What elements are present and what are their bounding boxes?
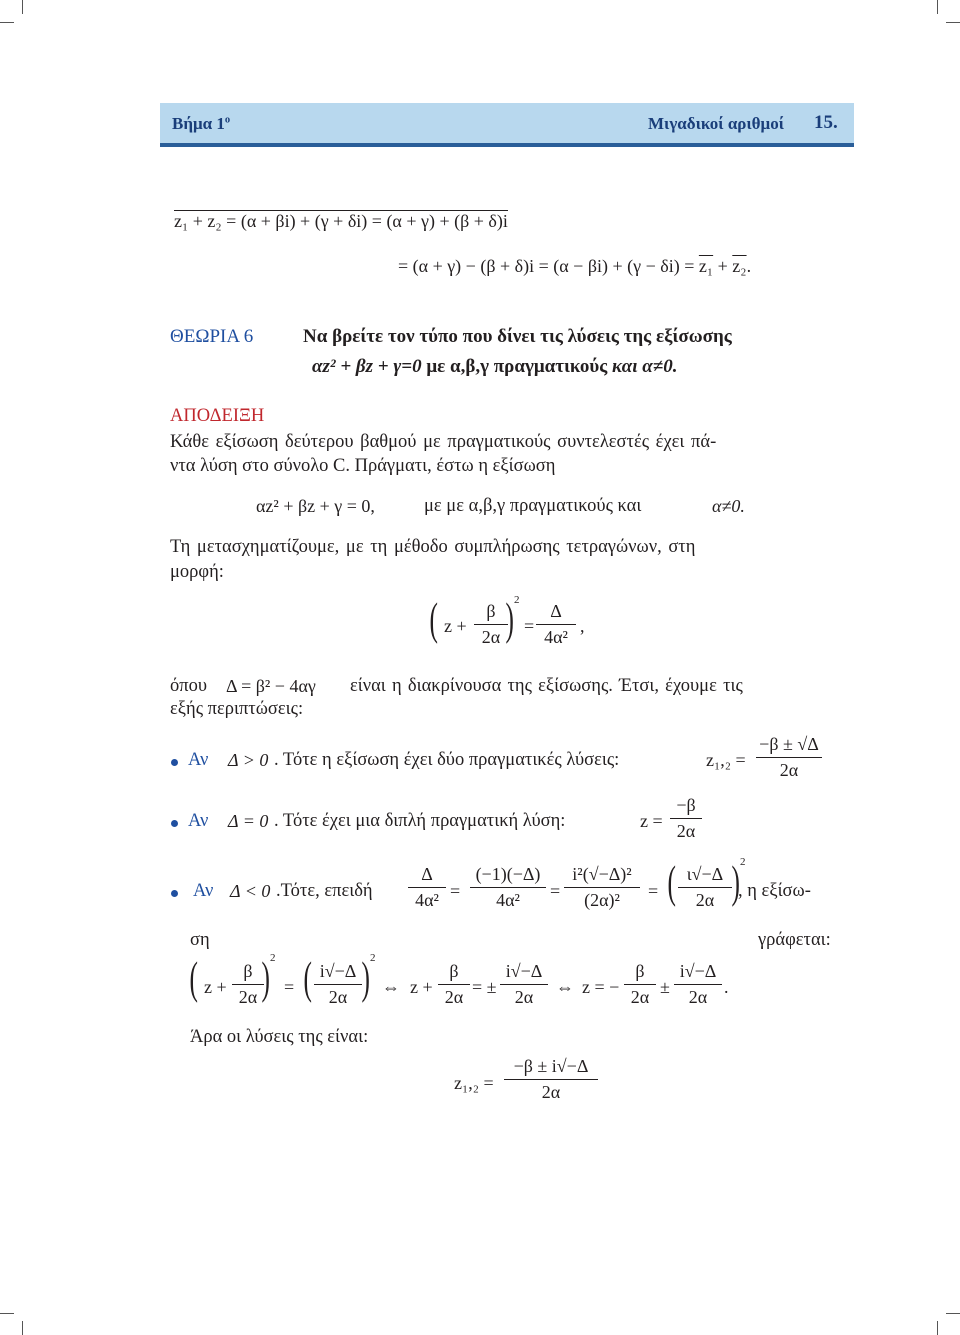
- final-frac-e: $\frac{\beta}{2\alpha}$: [624, 961, 656, 1008]
- right-paren: ): [505, 593, 514, 644]
- left-paren: (: [429, 593, 438, 644]
- theorem-label: ΘΕΩΡΙΑ 6: [170, 326, 254, 347]
- final-z: z +: [204, 977, 227, 997]
- case-lhs: z =: [640, 811, 663, 831]
- final-frac-b: $\frac{i√-\Delta}{2\alpha}$: [314, 961, 362, 1008]
- crop-mark: [937, 0, 938, 14]
- case3-fraction-2: $\frac{(-1)(-\Delta)}{\text{4α²}}$: [470, 864, 546, 911]
- conclusion-text: Άρα οι λύσεις της είναι:: [190, 1027, 369, 1047]
- theorem-statement-line2: αz² + βz + γ=0 με α,β,γ πραγματικούς και α≠0.: [312, 356, 678, 377]
- iff-arrow: ⇔: [556, 977, 574, 997]
- case3-line2-right: γράφεται:: [758, 930, 831, 950]
- conclusion-fraction: $\frac{-\beta \pm i√-\Delta}{2\alpha}$: [504, 1056, 598, 1103]
- crop-mark: [22, 0, 23, 14]
- case3-fraction-3: $\frac{\text{i²(√−Δ)²}}{\text{(2α)²}}$: [564, 864, 640, 911]
- final-dot: .: [724, 977, 729, 997]
- power: 2: [740, 856, 746, 868]
- discriminant-line2: εξής περιπτώσεις:: [170, 699, 304, 719]
- case3-line2-left: ση: [190, 930, 210, 950]
- case-if-label: Αν: [188, 811, 209, 831]
- case-solution-fraction: $\frac{-\beta}{2\alpha}$: [670, 795, 702, 842]
- case3-fraction-1: $\frac{\Delta}{\text{4α²}}$: [408, 864, 446, 911]
- left-paren: (: [667, 856, 676, 907]
- case3-tail: , η εξίσω-: [738, 881, 811, 901]
- final-equals: =: [284, 977, 295, 997]
- conclusion-lhs: z₁,₂ =: [454, 1073, 494, 1093]
- final-frac-a: $\frac{\beta}{2\alpha}$: [232, 961, 264, 1008]
- discriminant-line1-b: είναι η διακρίνουσα της εξίσωσης. Έτσι, έχουμε τις: [350, 676, 743, 696]
- quadratic-condition-nonzero: α≠0.: [712, 496, 745, 516]
- right-paren: ): [731, 856, 740, 907]
- bullet: [171, 759, 178, 766]
- transform-line1: Τη μετασχηματίζουμε, με τη μέθοδο συμπλήρωσης τετραγώνων, στη: [170, 537, 696, 557]
- conjugate-line-1: z₁ + z₂ = (α + βi) + (γ + δi) = (α + γ) + (β + δ)i: [174, 211, 508, 231]
- header-step: Βήμα $1^o$: [172, 114, 231, 133]
- case-if-label: Αν: [188, 750, 209, 770]
- square-fraction: $\frac{\beta}{2\alpha}$: [474, 601, 508, 648]
- final-z-eq: z = −: [582, 977, 620, 997]
- equals-sign: =: [450, 881, 461, 901]
- case-condition: Δ < 0: [230, 881, 271, 901]
- conjugate-line-2: = (α + γ) − (β + δ)i = (α − βi) + (γ − δi) = z₁ + z₂.: [398, 256, 752, 276]
- theorem-statement-line1: Να βρείτε τον τύπο που δίνει τις λύσεις της εξίσωσης: [303, 326, 732, 347]
- left-paren: (: [303, 952, 312, 1003]
- final-frac-c: $\frac{\beta}{2\alpha}$: [438, 961, 470, 1008]
- crop-mark: [0, 22, 14, 23]
- final-z: z +: [410, 977, 433, 997]
- case-condition: Δ = 0: [228, 811, 269, 831]
- final-plus-minus: ±: [660, 977, 670, 997]
- left-paren: (: [189, 952, 198, 1003]
- quadratic-equation: αz² + βz + γ = 0,: [256, 496, 375, 516]
- quadratic-conditions: με με α,β,γ πραγματικούς και: [424, 496, 642, 516]
- crop-mark: [946, 22, 960, 23]
- square-equals: =: [524, 616, 535, 636]
- equals-sign: =: [648, 881, 659, 901]
- discriminant-formula: Δ = β² − 4αγ: [226, 676, 316, 696]
- bullet: [171, 820, 178, 827]
- square-rhs-fraction: $\frac{\Delta}{\text{4α²}}$: [536, 601, 576, 648]
- proof-paragraph-line1: Κάθε εξίσωση δεύτερου βαθμού με πραγματικούς συντελεστές έχει πά-: [170, 432, 717, 452]
- power: 2: [370, 952, 376, 964]
- header-chapter: Μιγαδικοί αριθμοί: [648, 114, 784, 133]
- case-text: .Τότε, επειδή: [276, 881, 373, 901]
- transform-line2: μορφή:: [170, 562, 224, 582]
- equals-sign: =: [550, 881, 561, 901]
- final-plus-minus: = ±: [472, 977, 497, 997]
- proof-paragraph-line2: ντα λύση στο σύνολο C. Πράγματι, έστω η εξίσωση: [170, 456, 556, 476]
- final-frac-d: $\frac{i√-\Delta}{2\alpha}$: [500, 961, 548, 1008]
- crop-mark: [22, 1321, 23, 1335]
- square-power: 2: [514, 594, 520, 606]
- iff-arrow: ⇔: [382, 977, 400, 997]
- case-condition: Δ > 0: [228, 750, 269, 770]
- proof-title: ΑΠΟΔΕΙΞΗ: [170, 406, 265, 426]
- crop-mark: [937, 1321, 938, 1335]
- discriminant-line1-a: όπου: [170, 676, 207, 696]
- square-z: z +: [444, 616, 467, 636]
- crop-mark: [946, 1313, 960, 1314]
- page-number: 15.: [814, 112, 838, 133]
- power: 2: [270, 952, 276, 964]
- crop-mark: [0, 1313, 14, 1314]
- final-frac-f: $\frac{i√-\Delta}{2\alpha}$: [674, 961, 722, 1008]
- square-comma: ,: [580, 616, 585, 636]
- bullet: [171, 890, 178, 897]
- right-paren: ): [361, 952, 370, 1003]
- right-paren: ): [261, 952, 270, 1003]
- case-text: . Τότε η εξίσωση έχει δύο πραγματικές λύσεις:: [274, 750, 620, 770]
- case-if-label: Αν: [193, 881, 214, 901]
- case3-fraction-4: $\frac{\iota√-\Delta}{2\alpha}$: [678, 864, 732, 911]
- case-lhs: z₁,₂ =: [706, 750, 746, 770]
- case-text: . Τότε έχει μια διπλή πραγματική λύση:: [274, 811, 566, 831]
- case-solution-fraction: $\frac{-\beta \pm √\Delta}{2\alpha}$: [756, 734, 822, 781]
